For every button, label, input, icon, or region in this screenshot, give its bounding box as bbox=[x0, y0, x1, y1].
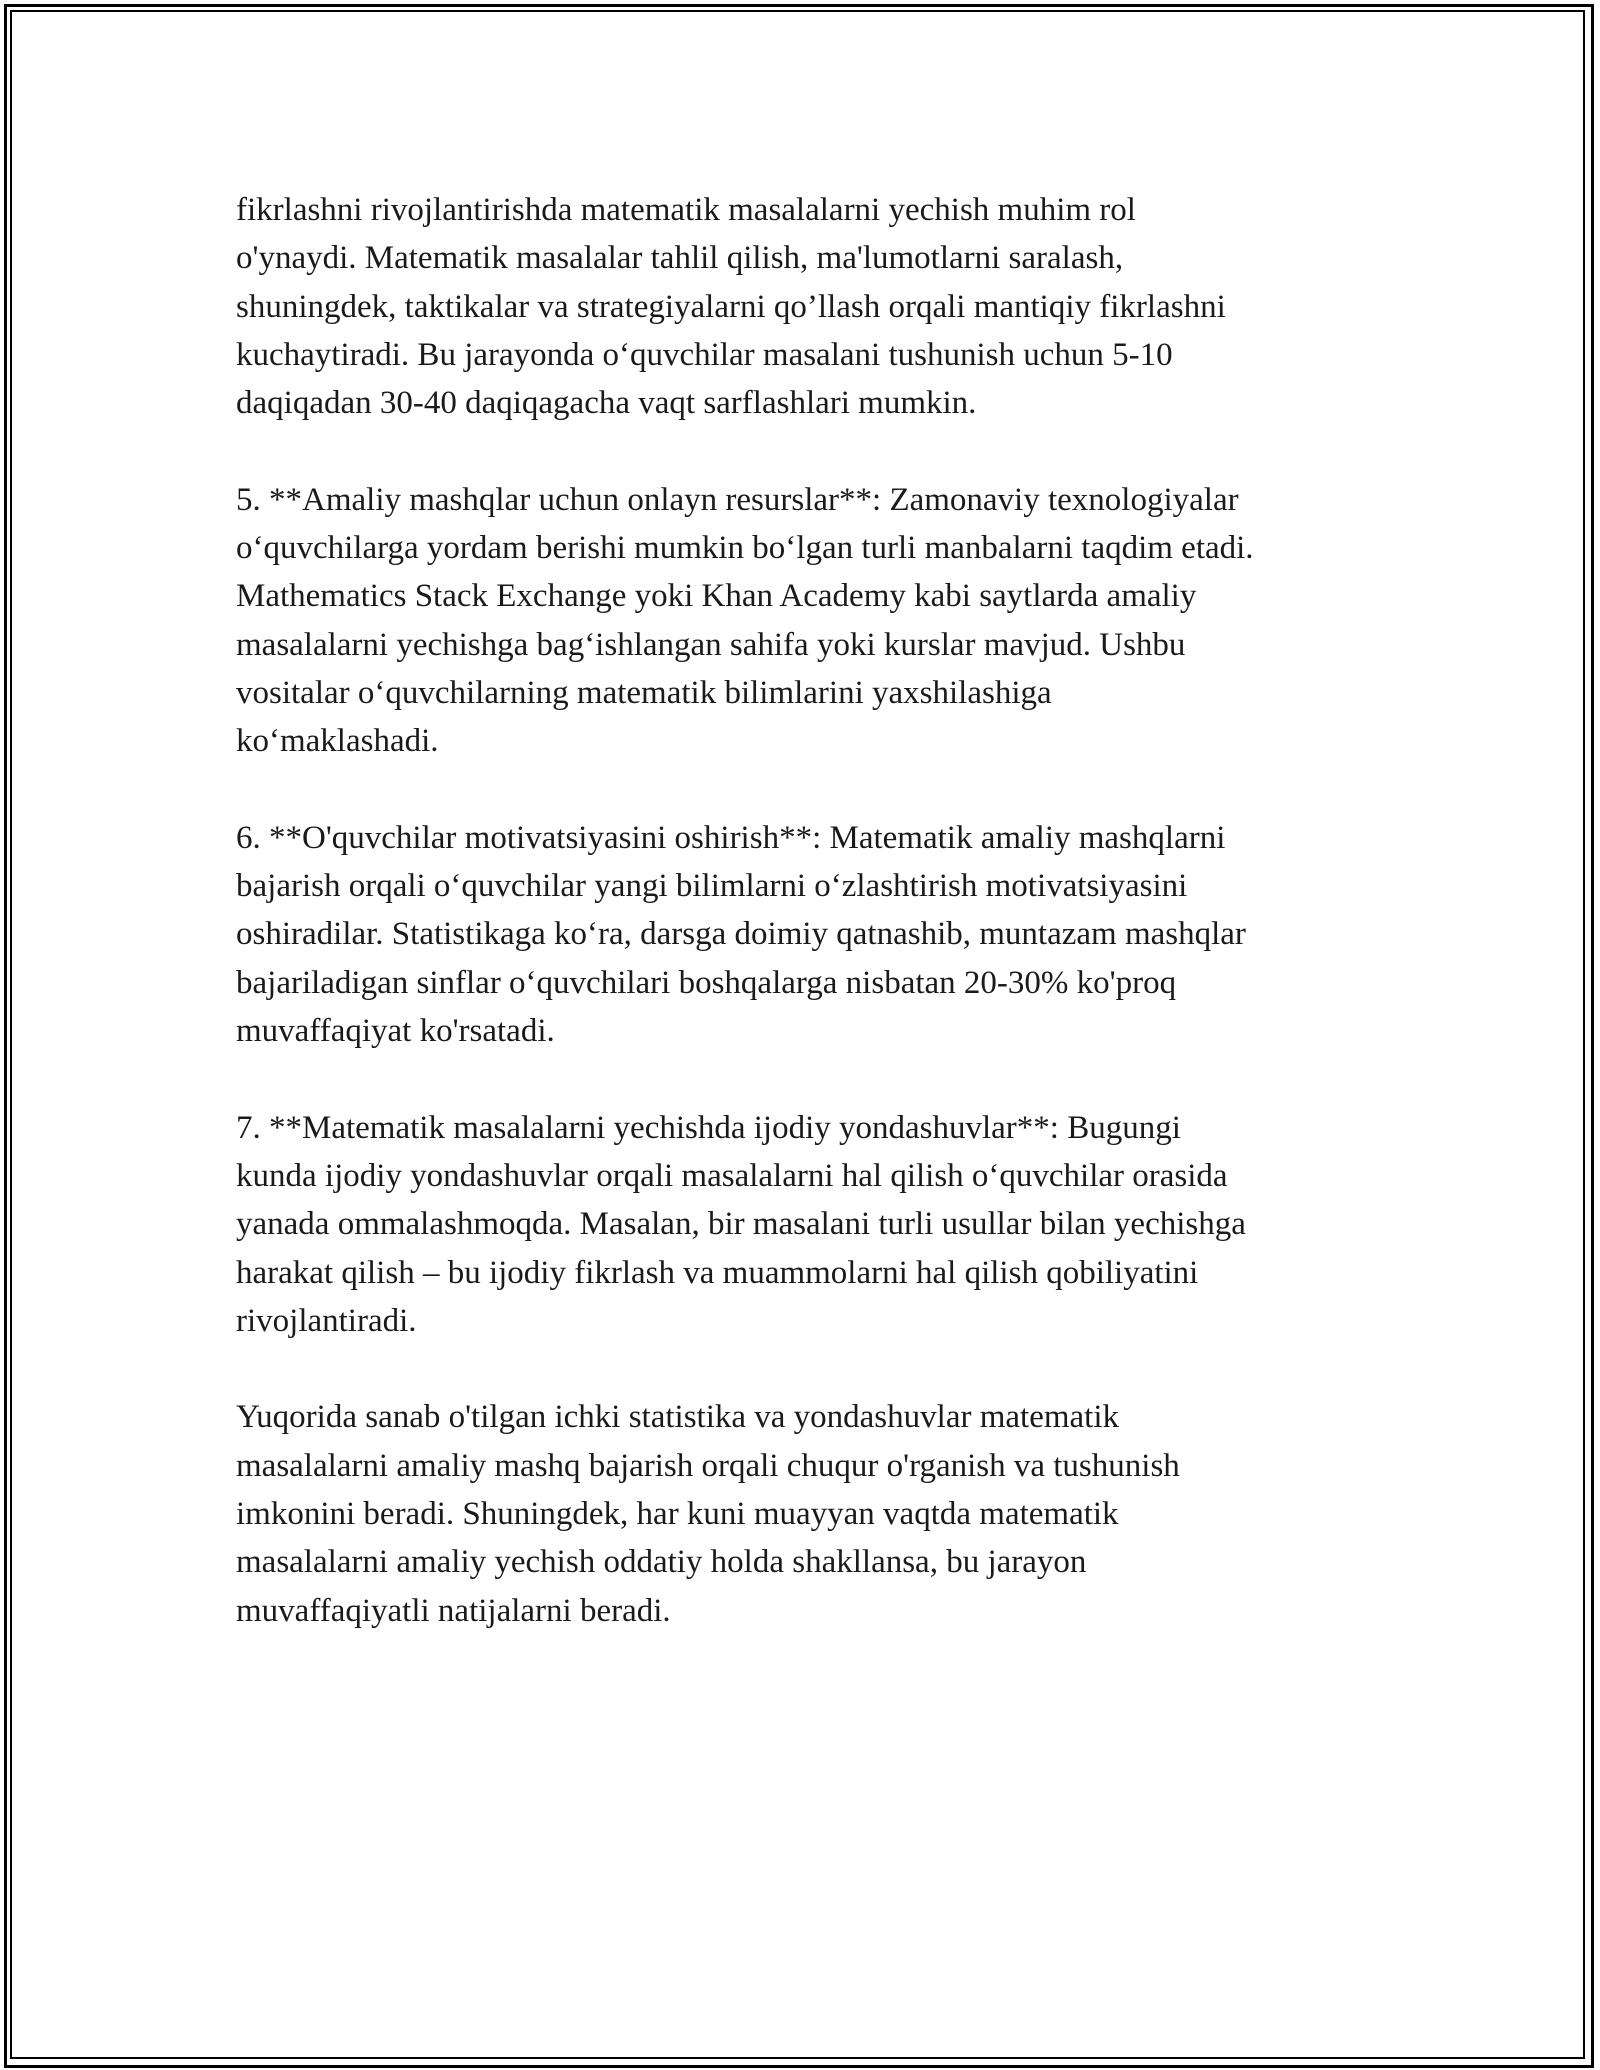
text-line: Mathematics Stack Exchange yoki Khan Academy kabi saytlarda amaliy bbox=[236, 578, 1197, 615]
paragraph-item-7 bbox=[236, 1104, 1396, 1345]
text-line: daqiqadan 30-40 daqiqagacha vaqt sarflashlari mumkin. bbox=[236, 385, 977, 422]
text-line: harakat qilish – bu ijodiy fikrlash va muammolarni hal qilish qobiliyatini bbox=[236, 1254, 1199, 1291]
text-line: 5. **Amaliy mashqlar uchun onlayn resurslar**: Zamonaviy texnologiyalar bbox=[236, 481, 1239, 518]
text-line: kuchaytiradi. Bu jarayonda o‘quvchilar masalani tushunish uchun 5-10 bbox=[236, 336, 1173, 373]
text-line: shuningdek, taktikalar va strategiyalarni qo’llash orqali mantiqiy fikrlashni bbox=[236, 288, 1226, 325]
text-line: bajarish orqali o‘quvchilar yangi bilimlarni o‘zlashtirish motivatsiyasini bbox=[236, 868, 1188, 905]
text-line: muvaffaqiyat ko'rsatadi. bbox=[236, 1013, 555, 1050]
paragraph-item-5 bbox=[236, 476, 1396, 766]
paragraph-conclusion bbox=[236, 1393, 1396, 1634]
text-line: o‘quvchilarga yordam berishi mumkin bo‘lgan turli manbalarni taqdim etadi. bbox=[236, 530, 1254, 567]
text-line: fikrlashni rivojlantirishda matematik masalalarni yechish muhim rol bbox=[236, 192, 1136, 228]
document-body bbox=[236, 186, 1396, 1683]
paragraph-intro bbox=[236, 186, 1396, 427]
text-line: rivojlantiradi. bbox=[236, 1302, 417, 1339]
text-line: kunda ijodiy yondashuvlar orqali masalalarni hal qilish o‘quvchilar orasida bbox=[236, 1157, 1228, 1194]
text-line: masalalarni amaliy yechish oddatiy holda shakllansa, bu jarayon bbox=[236, 1544, 1087, 1581]
text-line: vositalar o‘quvchilarning matematik bilimlarini yaxshilashiga bbox=[236, 674, 1052, 711]
text-line: ko‘maklashadi. bbox=[236, 723, 439, 760]
text-line: imkonini beradi. Shuningdek, har kuni muayyan vaqtda matematik bbox=[236, 1496, 1119, 1533]
text-line: yanada ommalashmoqda. Masalan, bir masalani turli usullar bilan yechishga bbox=[236, 1206, 1246, 1243]
text-line: masalalarni amaliy mashq bajarish orqali chuqur o'rganish va tushunish bbox=[236, 1447, 1180, 1484]
text-line: 7. **Matematik masalalarni yechishda ijodiy yondashuvlar**: Bugungi bbox=[236, 1109, 1181, 1146]
text-line: oshiradilar. Statistikaga ko‘ra, darsga doimiy qatnashib, muntazam mashqlar bbox=[236, 916, 1246, 953]
text-line: muvaffaqiyatli natijalarni beradi. bbox=[236, 1592, 671, 1629]
text-line: o'ynaydi. Matematik masalalar tahlil qilish, ma'lumotlarni saralash, bbox=[236, 240, 1124, 277]
text-line: bajariladigan sinflar o‘quvchilari boshqalarga nisbatan 20-30% ko'proq bbox=[236, 964, 1177, 1001]
text-line: Yuqorida sanab o'tilgan ichki statistika va yondashuvlar matematik bbox=[236, 1399, 1119, 1436]
paragraph-item-6 bbox=[236, 814, 1396, 1055]
text-line: masalalarni yechishga bag‘ishlangan sahifa yoki kurslar mavjud. Ushbu bbox=[236, 626, 1186, 663]
text-line: 6. **O'quvchilar motivatsiyasini oshirish**: Matematik amaliy mashqlarni bbox=[236, 819, 1226, 856]
